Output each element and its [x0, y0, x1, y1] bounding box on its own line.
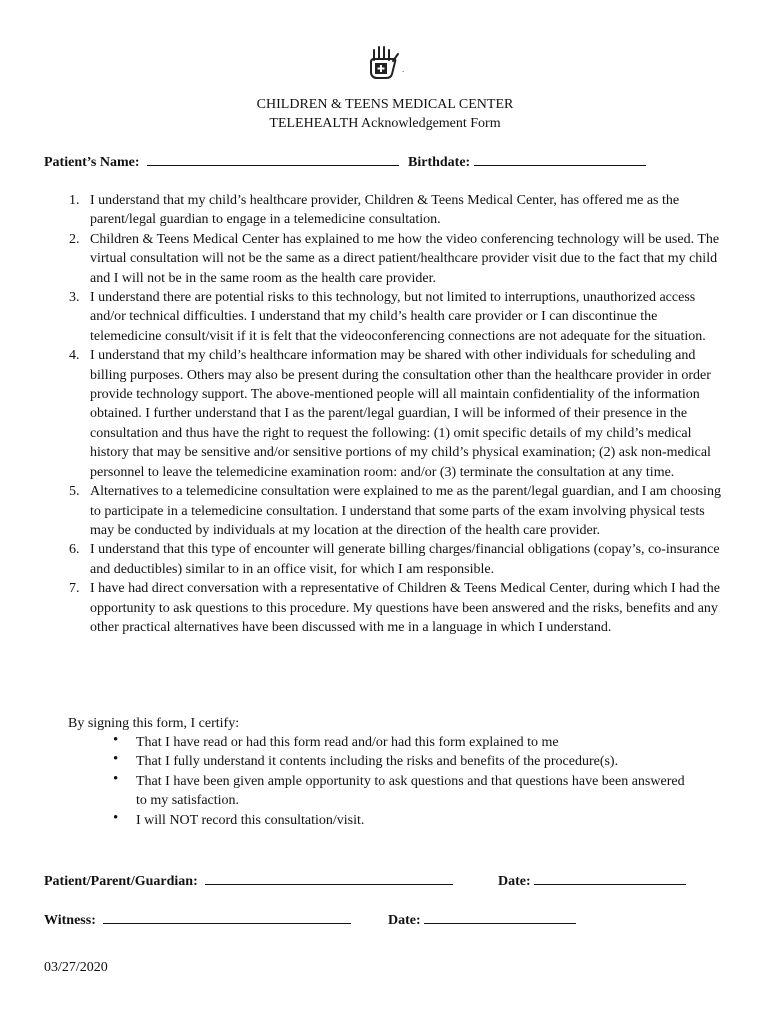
bullet-text: That I fully understand it contents including the risks and benefits of the procedure(s). [136, 754, 619, 770]
item-number: 1. [69, 193, 80, 208]
acknowledgement-list [42, 191, 732, 637]
bullet-text: That I have read or had this form read and/or had this form explained to me [136, 735, 559, 750]
form-title: TELEHEALTH Acknowledgement Form [269, 116, 501, 131]
item-text: Alternatives to a telemedicine consultation were explained to me as the parent/legal guardian, and I am choosing to participate in a telemedicine consultation. I understand that some parts of the exam involving physical tests may be conducted by individuals at my location at the direction of the health care provider. [90, 484, 721, 538]
birthdate-field[interactable] [408, 153, 646, 171]
guardian-date-field[interactable] [498, 872, 686, 890]
bullet-dot: • [113, 732, 119, 748]
list-item [42, 579, 732, 637]
item-text: I understand that this type of encounter will generate billing charges/financial obligations (copay’s, co-insurance and deductibles) similar to in an office visit, for which I am responsible. [90, 542, 720, 577]
certify-intro: By signing this form, I certify: [68, 716, 240, 731]
bullet-item [68, 772, 698, 811]
list-item [42, 191, 732, 230]
list-item [42, 230, 732, 288]
guardian-date-line[interactable] [534, 872, 686, 885]
item-number: 4. [69, 348, 80, 364]
bullet-dot: • [113, 770, 119, 787]
bullet-item [68, 733, 698, 752]
list-item [42, 288, 732, 346]
witness-date-label: Date: [388, 913, 421, 928]
item-number: 5. [69, 484, 80, 500]
bullet-dot: • [113, 809, 119, 826]
bullet-text: That I have been given ample opportunity to ask questions and that questions have been answered to my satisfaction. [136, 773, 685, 809]
item-number: 6. [69, 542, 80, 558]
bullet-dot: • [113, 751, 119, 768]
guardian-signature-line[interactable] [205, 872, 453, 885]
witness-date-field[interactable] [388, 911, 576, 929]
item-number: 7. [69, 581, 80, 597]
list-item [42, 482, 732, 540]
patient-name-line[interactable] [147, 153, 399, 166]
item-text: I have had direct conversation with a representative of Children & Teens Medical Center, during which I had the opportunity to ask questions to this procedure. My questions have been answered and the risks, benefits and any other practical alternatives have been discussed with me in a language in which I understand. [90, 581, 720, 635]
item-number: 2. [69, 231, 80, 247]
hand-medical-cross-icon [366, 44, 400, 80]
item-text: I understand there are potential risks to this technology, but not limited to interruptions, unauthorized access and/or technical difficulties. I understand that my child’s health care provider or I can discontinue the telemedicine consult/visit if it is felt that the videoconferencing connections are not adequate for the situation. [90, 290, 706, 344]
organization-name: CHILDREN & TEENS MEDICAL CENTER [256, 97, 514, 112]
witness-signature-label: Witness: [44, 913, 96, 928]
bullet-item [68, 811, 698, 830]
guardian-signature-field[interactable] [44, 872, 453, 890]
list-item [42, 346, 732, 482]
certify-bullets [68, 733, 698, 830]
list-item [42, 540, 732, 579]
witness-signature-field[interactable] [44, 911, 351, 929]
guardian-date-label: Date: [498, 874, 531, 889]
guardian-signature-label: Patient/Parent/Guardian: [44, 874, 198, 889]
patient-name-field[interactable] [44, 153, 399, 171]
witness-signature-line[interactable] [103, 911, 351, 924]
item-text: Children & Teens Medical Center has explained to me how the video conferencing technology will be used. The virtual consultation will not be the same as a direct patient/healthcare provider visit due to the fact that my child and I will not be in the same room as the health care provider. [90, 231, 720, 286]
revision-date: 03/27/2020 [44, 960, 108, 975]
item-number: 3. [69, 290, 80, 306]
birthdate-line[interactable] [474, 153, 646, 166]
patient-name-label: Patient’s Name: [44, 155, 140, 170]
item-text: I understand that my child’s healthcare information may be shared with other individuals for scheduling and billing purposes. Others may also be present during the consultation other than the healthcare provider in order provide technology support. The above-mentioned people will all maintain confidentiality of the information obtained. I further understand that I as the parent/legal guardian, I will be informed of their presence in the consultation and thus have the right to request the following: (1) omit specific details of my child’s medical history that may be sensitive and/or sensitive portions of my child’s physical examination; (2) ask non-medical personnel to leave the telemedicine examination room: and/or (3) terminate the consultation at any time. [90, 348, 711, 480]
bullet-text: I will NOT record this consultation/visit. [136, 812, 365, 828]
item-text: I understand that my child’s healthcare provider, Children & Teens Medical Center, has offered me as the parent/legal guardian to engage in a telemedicine consultation. [90, 193, 680, 228]
logo-mark: . [402, 64, 405, 74]
birthdate-label: Birthdate: [408, 155, 471, 170]
bullet-item [68, 752, 698, 771]
witness-date-line[interactable] [424, 911, 576, 924]
